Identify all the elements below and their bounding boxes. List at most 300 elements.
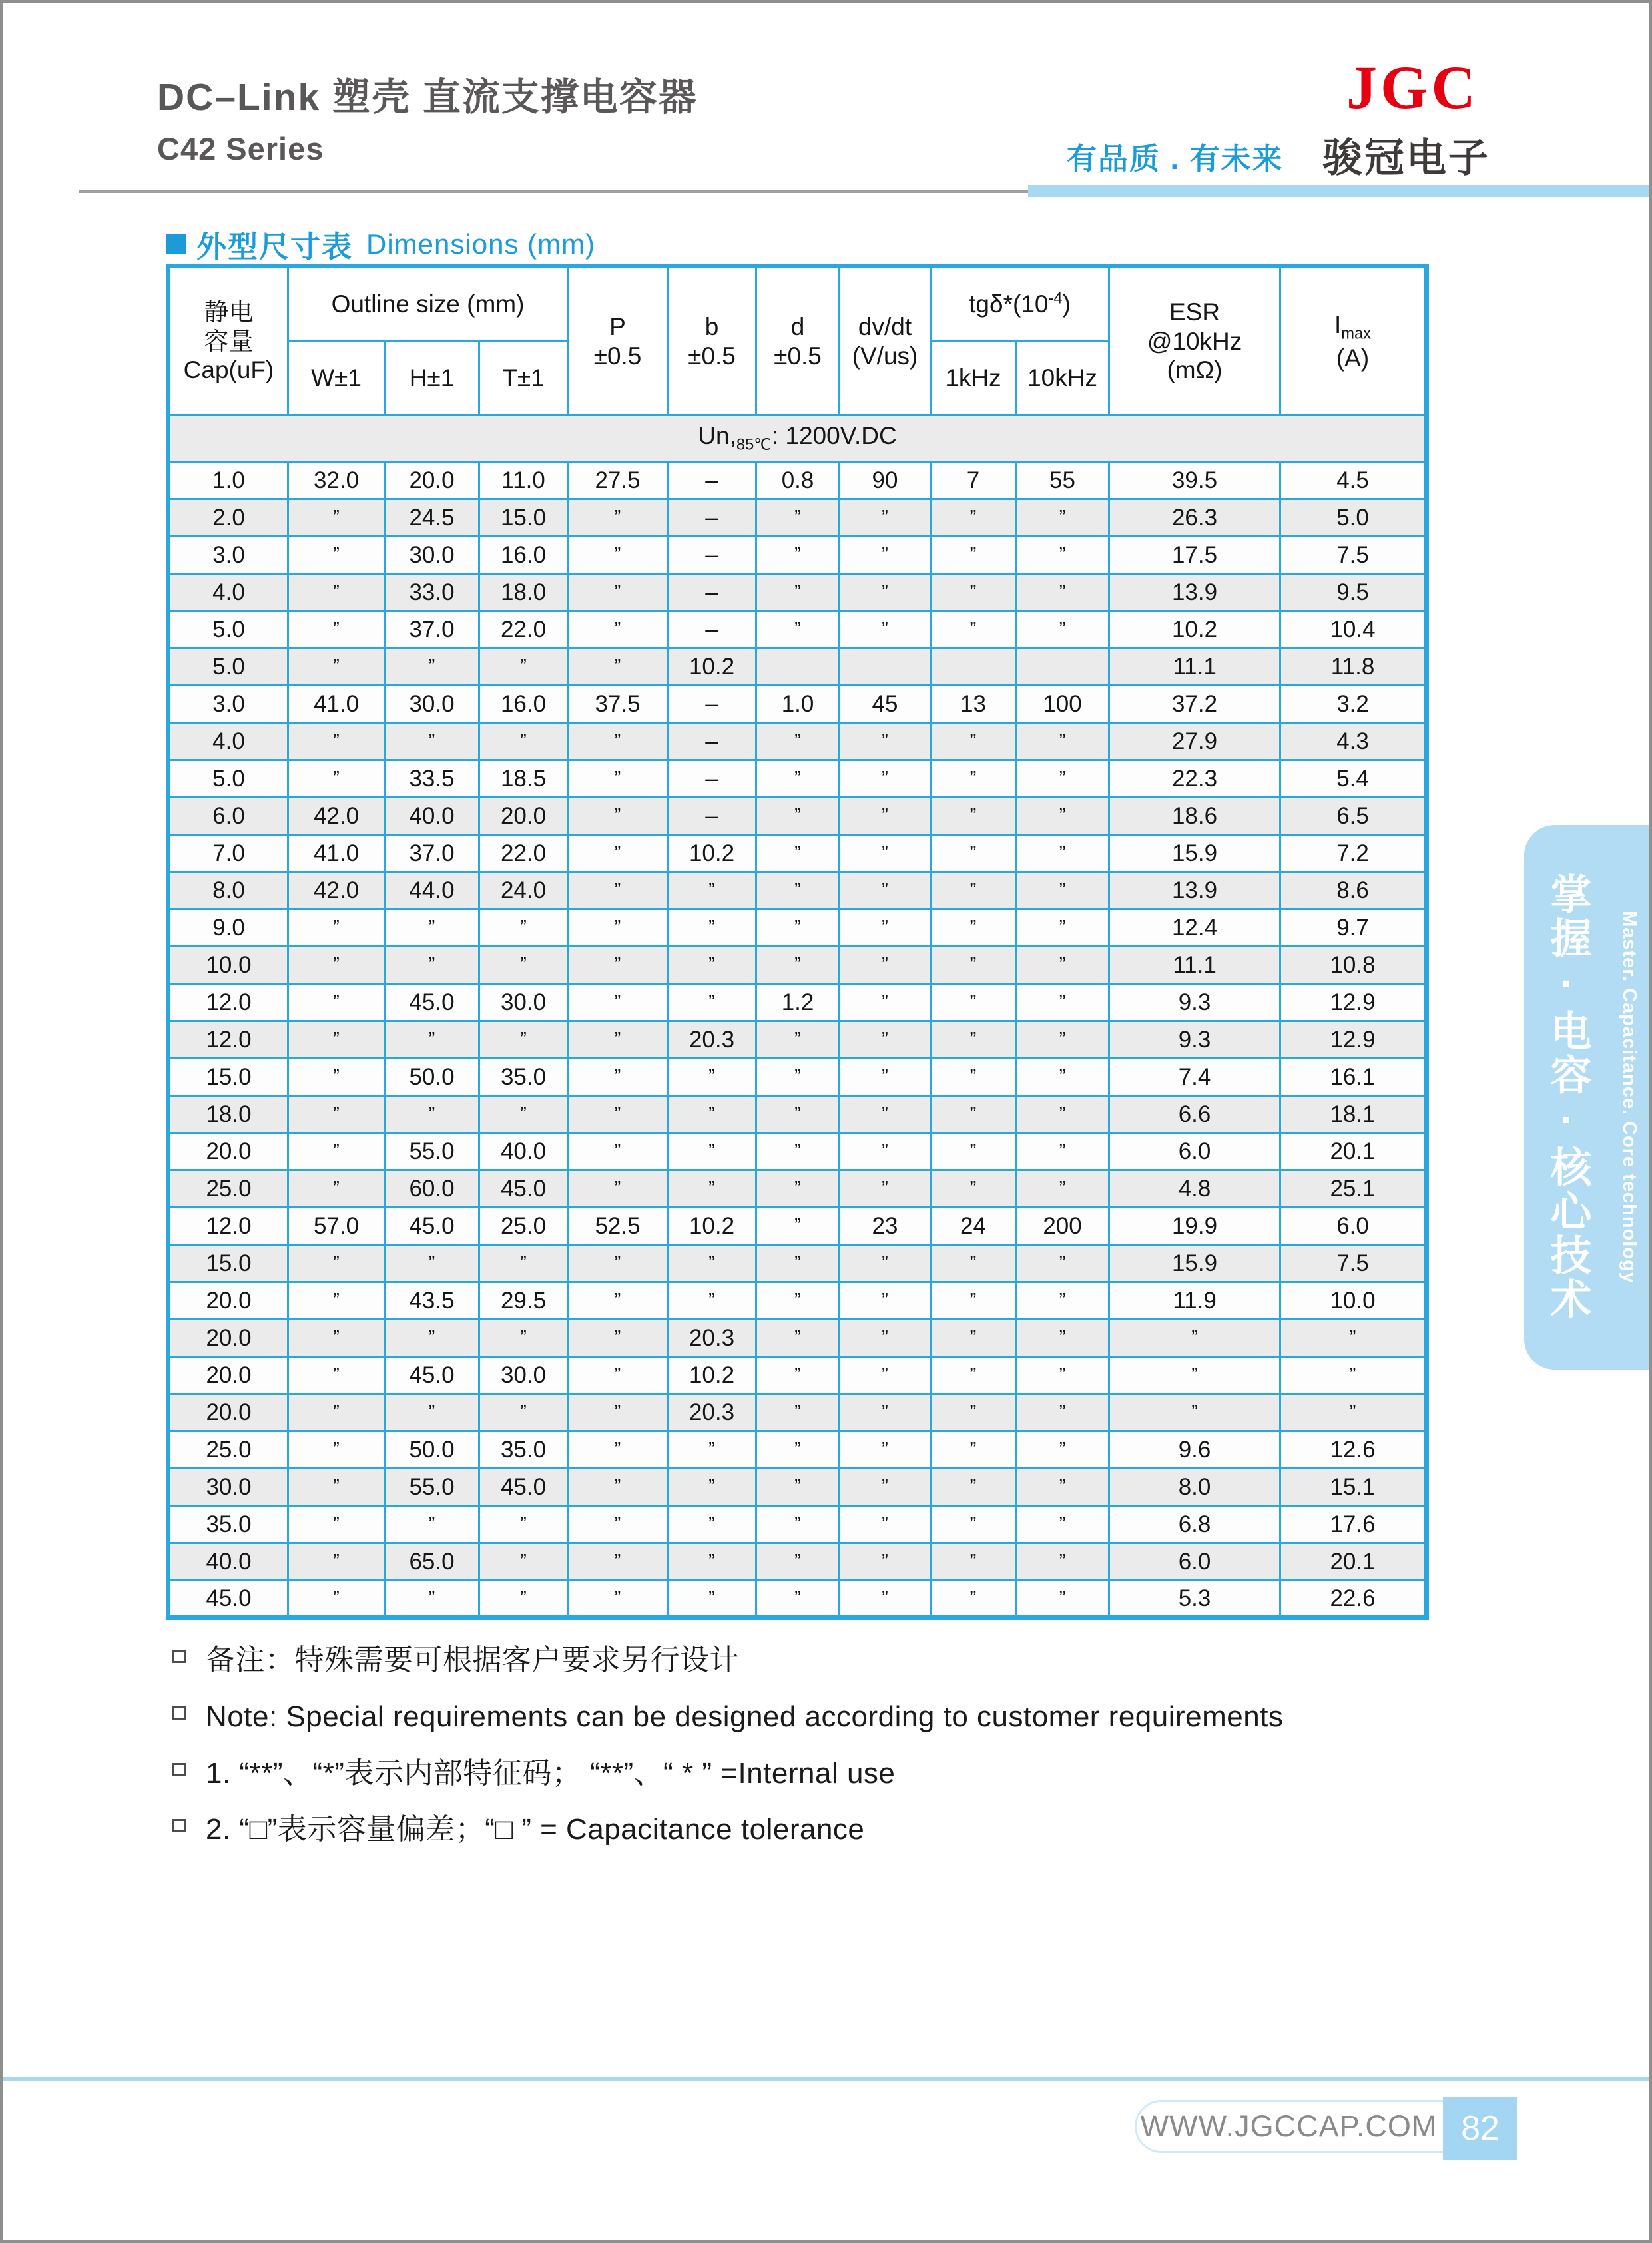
note-bullet-icon <box>172 1650 186 1663</box>
table-cell: 16.1 <box>1280 1059 1427 1096</box>
table-cell: ” <box>840 1059 931 1096</box>
section-title <box>166 222 595 266</box>
table-cell: 55 <box>1016 462 1109 499</box>
table-row <box>168 1282 1427 1320</box>
table-row <box>168 1245 1427 1282</box>
table-cell: 12.4 <box>1109 909 1280 947</box>
table-cell: ” <box>568 1581 668 1618</box>
table-cell: 24.5 <box>385 499 479 537</box>
table-cell: 35.0 <box>168 1506 288 1543</box>
table-cell: ” <box>931 798 1016 835</box>
table-cell: ” <box>756 1170 840 1208</box>
table-cell: 24 <box>931 1208 1016 1245</box>
table-cell: ” <box>288 947 385 984</box>
table-cell: 30.0 <box>385 537 479 574</box>
table-cell: 25.1 <box>1280 1170 1427 1208</box>
table-cell: ” <box>479 1543 568 1581</box>
table-cell: 43.5 <box>385 1282 479 1320</box>
table-cell: 30.0 <box>385 686 479 723</box>
table-cell: 2.0 <box>168 499 288 537</box>
table-cell: 1.0 <box>756 686 840 723</box>
table-cell: ” <box>288 1096 385 1133</box>
table-cell: ” <box>568 1394 668 1431</box>
table-cell: ” <box>1016 1245 1109 1282</box>
table-cell: 15.0 <box>479 499 568 537</box>
table-cell: 22.6 <box>1280 1581 1427 1618</box>
table-cell: ” <box>840 798 931 835</box>
table-cell <box>840 648 931 686</box>
table-cell: 7.2 <box>1280 835 1427 872</box>
table-row <box>168 1096 1427 1133</box>
table-cell: ” <box>385 1096 479 1133</box>
table-cell: ” <box>931 909 1016 947</box>
table-cell: ” <box>756 909 840 947</box>
table-cell: ” <box>288 1170 385 1208</box>
table-cell: 37.2 <box>1109 686 1280 723</box>
table-cell: 6.0 <box>1109 1543 1280 1581</box>
table-cell: ” <box>479 1021 568 1059</box>
table-cell: ” <box>288 1282 385 1320</box>
table-cell: ” <box>756 835 840 872</box>
table-cell: ” <box>288 537 385 574</box>
table-cell: ” <box>931 1320 1016 1357</box>
table-cell: ” <box>1016 872 1109 909</box>
footer-pill <box>1135 2100 1517 2153</box>
table-cell: 35.0 <box>479 1059 568 1096</box>
table-cell: 1.2 <box>756 984 840 1021</box>
table-cell: 25.0 <box>168 1431 288 1469</box>
table-cell: 17.6 <box>1280 1506 1427 1543</box>
table-cell: 45.0 <box>385 1357 479 1394</box>
table-cell: ” <box>1280 1357 1427 1394</box>
table-cell: ” <box>668 1170 756 1208</box>
table-cell: ” <box>756 1282 840 1320</box>
table-cell: ” <box>1016 1170 1109 1208</box>
table-cell: ” <box>1016 909 1109 947</box>
table-cell: ” <box>840 1431 931 1469</box>
table-cell: ” <box>568 984 668 1021</box>
table-cell: 8.6 <box>1280 872 1427 909</box>
table-cell: ” <box>288 1469 385 1506</box>
table-cell: ” <box>385 648 479 686</box>
table-cell: ” <box>385 1506 479 1543</box>
table-cell: 42.0 <box>288 872 385 909</box>
table-cell: 18.1 <box>1280 1096 1427 1133</box>
table-cell: ” <box>931 984 1016 1021</box>
table-cell: ” <box>1016 1133 1109 1170</box>
table-cell: ” <box>931 1581 1016 1618</box>
table-cell: ” <box>385 723 479 760</box>
table-cell: 0.8 <box>756 462 840 499</box>
table-cell: 13 <box>931 686 1016 723</box>
table-cell: 7.5 <box>1280 1245 1427 1282</box>
table-cell: 50.0 <box>385 1059 479 1096</box>
table-cell: ” <box>931 1245 1016 1282</box>
table-cell: ” <box>1016 947 1109 984</box>
table-cell: ” <box>756 947 840 984</box>
table-cell: ” <box>568 798 668 835</box>
table-cell <box>1016 648 1109 686</box>
table-cell: 45.0 <box>385 984 479 1021</box>
table-cell: ” <box>385 1581 479 1618</box>
side-tab-slogan-en: Master. Capacitance. Core technology <box>1619 911 1640 1284</box>
table-cell: ” <box>931 947 1016 984</box>
table-row <box>168 798 1427 835</box>
table-cell: 15.1 <box>1280 1469 1427 1506</box>
table-cell: 12.9 <box>1280 1021 1427 1059</box>
table-cell: 20.0 <box>168 1320 288 1357</box>
table-cell: 25.0 <box>168 1170 288 1208</box>
note-text: 1. “**”、“*”表示内部特征码； “**”、“ * ” =Internal use <box>206 1756 896 1790</box>
table-row <box>168 537 1427 574</box>
table-cell: ” <box>756 1394 840 1431</box>
table-cell: 6.0 <box>168 798 288 835</box>
table-cell: 8.0 <box>1109 1469 1280 1506</box>
table-cell: 4.5 <box>1280 462 1427 499</box>
table-cell: 9.3 <box>1109 1021 1280 1059</box>
note-text: Note: Special requirements can be designed according to customer requirements <box>206 1700 1284 1733</box>
table-cell: 44.0 <box>385 872 479 909</box>
table-cell: 22.0 <box>479 835 568 872</box>
table-cell: 60.0 <box>385 1170 479 1208</box>
table-cell: 10.2 <box>668 1357 756 1394</box>
table-cell: 30.0 <box>479 1357 568 1394</box>
table-cell: ” <box>568 909 668 947</box>
table-cell: ” <box>385 909 479 947</box>
table-cell: ” <box>668 984 756 1021</box>
table-cell: 25.0 <box>479 1208 568 1245</box>
table-cell: 37.0 <box>385 611 479 648</box>
table-cell: – <box>668 723 756 760</box>
table-cell: 10.4 <box>1280 611 1427 648</box>
table-cell: 41.0 <box>288 686 385 723</box>
table-cell: 22.0 <box>479 611 568 648</box>
table-cell: 4.0 <box>168 574 288 611</box>
table-cell: ” <box>756 1133 840 1170</box>
table-cell: 45.0 <box>479 1170 568 1208</box>
table-cell: 15.9 <box>1109 835 1280 872</box>
table-cell: 20.0 <box>168 1282 288 1320</box>
table-cell: ” <box>756 1245 840 1282</box>
table-cell: ” <box>288 984 385 1021</box>
table-cell: ” <box>479 947 568 984</box>
table-cell: 40.0 <box>479 1133 568 1170</box>
table-cell: ” <box>756 1059 840 1096</box>
table-cell: ” <box>568 1431 668 1469</box>
table-cell: ” <box>840 537 931 574</box>
table-cell: ” <box>568 760 668 798</box>
table-cell: 7.4 <box>1109 1059 1280 1096</box>
note-line <box>167 1639 1283 1682</box>
table-cell: 12.0 <box>168 984 288 1021</box>
table-cell: ” <box>1016 760 1109 798</box>
table-cell: ” <box>568 1133 668 1170</box>
table-cell: 55.0 <box>385 1469 479 1506</box>
table-cell: 20.0 <box>168 1133 288 1170</box>
table-cell: 15.9 <box>1109 1245 1280 1282</box>
table-cell: 11.9 <box>1109 1282 1280 1320</box>
side-tab <box>1524 825 1649 1370</box>
table-cell: ” <box>756 1096 840 1133</box>
table-cell: ” <box>840 1170 931 1208</box>
table-cell: ” <box>931 1431 1016 1469</box>
table-cell: ” <box>756 611 840 648</box>
table-cell: ” <box>568 947 668 984</box>
table-cell: ” <box>668 872 756 909</box>
table-cell: 3.0 <box>168 686 288 723</box>
table-row <box>168 1357 1427 1394</box>
table-cell: ” <box>568 1096 668 1133</box>
website-url: WWW.JGCCAP.COM <box>1140 2109 1438 2143</box>
table-cell: 11.1 <box>1109 648 1280 686</box>
table-cell: ” <box>1016 984 1109 1021</box>
series-subtitle: C42 Series <box>157 131 324 166</box>
table-cell: ” <box>840 1282 931 1320</box>
table-row <box>168 1170 1427 1208</box>
table-cell: ” <box>479 648 568 686</box>
table-row <box>168 1208 1427 1245</box>
table-cell: 7.5 <box>1280 537 1427 574</box>
table-cell: ” <box>288 1357 385 1394</box>
table-cell: ” <box>1016 1394 1109 1431</box>
table-cell: 26.3 <box>1109 499 1280 537</box>
note-text: 2. “□”表示容量偏差；“□ ” = Capacitance tolerance <box>206 1813 865 1846</box>
table-cell: 33.5 <box>385 760 479 798</box>
header-divider-gray <box>79 190 1028 193</box>
table-cell: 30.0 <box>479 984 568 1021</box>
table-row <box>168 1059 1427 1096</box>
section-title-zh: 外型尺寸表 <box>196 230 354 264</box>
table-cell: 6.0 <box>1280 1208 1427 1245</box>
table-cell: ” <box>568 648 668 686</box>
table-cell: 17.5 <box>1109 537 1280 574</box>
table-row <box>168 1431 1427 1469</box>
col-header-b: b ±0.5 <box>668 266 756 415</box>
table-cell: 45.0 <box>168 1581 288 1618</box>
table-cell: – <box>668 611 756 648</box>
col-header-1khz: 1kHz <box>931 341 1016 415</box>
table-cell: 15.0 <box>168 1245 288 1282</box>
table-cell: ” <box>1280 1394 1427 1431</box>
table-cell: ” <box>1109 1320 1280 1357</box>
table-cell: 9.5 <box>1280 574 1427 611</box>
table-cell: 6.0 <box>1109 1133 1280 1170</box>
table-cell: ” <box>840 1096 931 1133</box>
table-row <box>168 574 1427 611</box>
table-cell: 4.3 <box>1280 723 1427 760</box>
table-cell: ” <box>840 909 931 947</box>
note-text: 备注：特殊需要可根据客户要求另行设计 <box>206 1644 739 1676</box>
table-cell: 39.5 <box>1109 462 1280 499</box>
table-cell: ” <box>1016 499 1109 537</box>
table-cell: ” <box>1016 537 1109 574</box>
table-cell: 5.0 <box>168 648 288 686</box>
table-cell: ” <box>756 574 840 611</box>
table-cell: ” <box>1016 723 1109 760</box>
note-line <box>167 1696 1283 1738</box>
table-cell: 5.0 <box>168 760 288 798</box>
table-cell: ” <box>840 499 931 537</box>
table-cell: ” <box>668 1059 756 1096</box>
table-cell: ” <box>840 1357 931 1394</box>
table-cell: ” <box>288 909 385 947</box>
table-cell: ” <box>668 1282 756 1320</box>
side-tab-slogan-zh: 掌握·电容·核心技术 <box>1544 873 1590 1322</box>
table-cell: ” <box>756 723 840 760</box>
col-header-h: H±1 <box>385 341 479 415</box>
table-cell: ” <box>479 1096 568 1133</box>
table-cell: ” <box>1016 1096 1109 1133</box>
table-cell: 5.0 <box>1280 499 1427 537</box>
table-cell: ” <box>840 1021 931 1059</box>
table-cell: 50.0 <box>385 1431 479 1469</box>
table-cell: 10.2 <box>668 648 756 686</box>
table-cell: ” <box>756 1506 840 1543</box>
rated-voltage-row: $Un,_{85℃}$: 1200V.DC <box>168 415 1427 462</box>
table-row <box>168 611 1427 648</box>
table-cell: ” <box>931 499 1016 537</box>
table-cell: ” <box>288 760 385 798</box>
section-bullet-icon <box>166 234 186 254</box>
table-cell: ” <box>568 723 668 760</box>
table-cell: ” <box>385 947 479 984</box>
table-cell: 11.8 <box>1280 648 1427 686</box>
table-cell: ” <box>840 835 931 872</box>
table-cell: ” <box>1016 1431 1109 1469</box>
table-row <box>168 648 1427 686</box>
table-cell: ” <box>288 574 385 611</box>
table-cell: 45.0 <box>479 1469 568 1506</box>
table-cell: ” <box>1016 1506 1109 1543</box>
table-cell: ” <box>668 1133 756 1170</box>
table-cell: ” <box>931 1394 1016 1431</box>
table-row <box>168 760 1427 798</box>
table-cell: ” <box>840 984 931 1021</box>
col-header-esr: ESR @10kHz (mΩ) <box>1109 266 1280 415</box>
table-cell: 3.2 <box>1280 686 1427 723</box>
col-header-p: P ±0.5 <box>568 266 668 415</box>
table-cell: 16.0 <box>479 686 568 723</box>
table-cell: ” <box>385 1245 479 1282</box>
table-cell: ” <box>479 909 568 947</box>
table-cell: ” <box>931 1357 1016 1394</box>
table-cell: 6.5 <box>1280 798 1427 835</box>
table-cell: 5.4 <box>1280 760 1427 798</box>
table-cell: ” <box>840 1320 931 1357</box>
table-cell: 18.0 <box>479 574 568 611</box>
table-cell: ” <box>1016 1059 1109 1096</box>
table-cell: 200 <box>1016 1208 1109 1245</box>
table-cell: – <box>668 499 756 537</box>
table-cell: ” <box>1016 798 1109 835</box>
table-cell: 20.3 <box>668 1021 756 1059</box>
table-cell: – <box>668 574 756 611</box>
table-cell: ” <box>668 1245 756 1282</box>
table-cell: 20.0 <box>168 1357 288 1394</box>
table-cell: – <box>668 760 756 798</box>
table-row <box>168 1506 1427 1543</box>
table-cell: 20.1 <box>1280 1543 1427 1581</box>
table-cell: ” <box>568 1357 668 1394</box>
table-cell: ” <box>756 1320 840 1357</box>
col-header-outline-size: Outline size (mm) <box>288 266 568 341</box>
jgc-logo: JGC <box>1346 53 1479 121</box>
table-cell: ” <box>931 1543 1016 1581</box>
table-cell: ” <box>931 574 1016 611</box>
table-cell: ” <box>568 1245 668 1282</box>
table-cell: ” <box>288 1245 385 1282</box>
table-cell: ” <box>756 760 840 798</box>
table-cell: 1.0 <box>168 462 288 499</box>
table-cell: ” <box>756 1208 840 1245</box>
table-cell: 11.0 <box>479 462 568 499</box>
table-cell: 19.9 <box>1109 1208 1280 1245</box>
table-cell: 20.0 <box>168 1394 288 1431</box>
table-cell: ” <box>288 1581 385 1618</box>
table-cell: ” <box>931 1506 1016 1543</box>
col-header-10khz: 10kHz <box>1016 341 1109 415</box>
table-row <box>168 1021 1427 1059</box>
table-cell: 55.0 <box>385 1133 479 1170</box>
table-row <box>168 1543 1427 1581</box>
table-cell: 37.0 <box>385 835 479 872</box>
table-cell: – <box>668 686 756 723</box>
table-row <box>168 1394 1427 1431</box>
table-cell: ” <box>1016 574 1109 611</box>
page-number-badge: 82 <box>1443 2097 1517 2160</box>
table-cell: ” <box>568 611 668 648</box>
table-cell: ” <box>931 611 1016 648</box>
table-cell: ” <box>840 1133 931 1170</box>
table-cell: 10.0 <box>168 947 288 984</box>
table-cell: ” <box>568 499 668 537</box>
table-cell: ” <box>840 611 931 648</box>
table-cell: 7.0 <box>168 835 288 872</box>
table-cell: 10.8 <box>1280 947 1427 984</box>
table-cell: ” <box>1109 1394 1280 1431</box>
col-header-w: W±1 <box>288 341 385 415</box>
table-cell: ” <box>756 1021 840 1059</box>
table-cell: 4.0 <box>168 723 288 760</box>
table-cell: ” <box>668 909 756 947</box>
table-cell: ” <box>568 1170 668 1208</box>
table-cell: 5.0 <box>168 611 288 648</box>
table-cell: ” <box>756 1431 840 1469</box>
table-row <box>168 947 1427 984</box>
table-cell: 65.0 <box>385 1543 479 1581</box>
section-title-en: Dimensions (mm) <box>366 228 596 260</box>
table-cell: ” <box>1016 611 1109 648</box>
table-row <box>168 872 1427 909</box>
dimensions-table <box>166 264 1429 1620</box>
table-row <box>168 499 1427 537</box>
table-cell: ” <box>756 1543 840 1581</box>
table-cell: 13.9 <box>1109 872 1280 909</box>
table-cell: 6.6 <box>1109 1096 1280 1133</box>
col-header-imax: $I_{max}$ (A) <box>1280 266 1427 415</box>
table-cell: ” <box>568 835 668 872</box>
table-cell: 13.9 <box>1109 574 1280 611</box>
table-cell: ” <box>1016 835 1109 872</box>
table-cell: ” <box>1016 1282 1109 1320</box>
table-cell: 20.3 <box>668 1394 756 1431</box>
table-cell: ” <box>840 723 931 760</box>
table-cell: 8.0 <box>168 872 288 909</box>
table-cell: ” <box>840 947 931 984</box>
table-row <box>168 723 1427 760</box>
table-cell: ” <box>931 1469 1016 1506</box>
note-bullet-icon <box>172 1706 186 1720</box>
